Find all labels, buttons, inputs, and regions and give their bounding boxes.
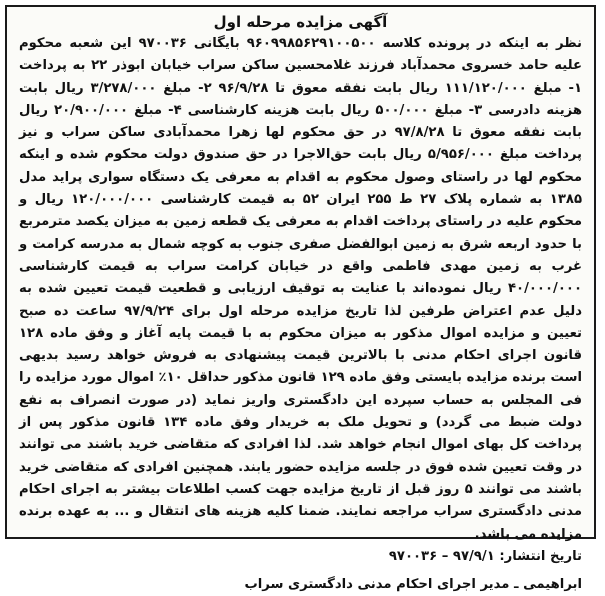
notice-body: نظر به اینکه در پرونده کلاسه ۹۶۰۹۹۸۵۶۲۹۱۰۰۵۰۰ بایگانی ۹۷۰۰۳۶ این شعبه محکوم علیه حامد خسروی محمدآباد فرزند غلامحسین ساکن سراب خیابان ابوذر ۲۲ به پرداخت ۱- مبلغ ۱۱۱/۱۲۰/۰۰۰ ریال بابت نفقه معوق تا ۹۶/۹/۲۸ ۲- مبلغ ۳/۲۷۸/۰۰۰ ریال بابت هزینه دادرسی ۳- مبلغ ۵۰۰/۰۰۰ ریال بابت هزینه کارشناسی ۴- مبلغ ۲۰/۹۰۰/۰۰۰ ریال بابت نفقه معوق تا ۹۷/۸/۲۸ در حق محکوم لها زهرا محمدآبادی ساکن سراب و نیز پرداخت مبلغ ۵/۹۵۶/۰۰۰ ریال بابت حق‌الاجرا در حق صندوق دولت محکوم شده و اینکه محکوم لها در راستای وصول محکوم به اقدام به معرفی یک دستگاه سواری پراید مدل ۱۳۸۵ به شماره پلاک ۲۷ ط ۲۵۵ ایران ۵۲ به قیمت کارشناسی ۱۲۰/۰۰۰/۰۰۰ ریال و محکوم علیه در راستای پرداخت اقدام به معرفی یک قطعه زمین به میزان یکصد مترمربع با حدود اربعه شرق به زمین ابوالفضل صفری جنوب به کوچه شمال به مدرسه کرامت و غرب به زمین مهدی فاطمی واقع در خیابان کرامت سراب به قیمت کارشناسی ۴۰/۰۰۰/۰۰۰ ریال نموده‌اند با عنایت به توقیف ارزیابی و قطعیت قیمت تعیین شده به دلیل عدم اعتراض طرفین لذا تاریخ مزایده مرحله اول برای ۹۷/۹/۲۴ ساعت ده صبح تعیین و مزایده اموال مذکور به میزان محکوم به با قیمت پایه آغاز و وفق ماده ۱۲۸ قانون اجرای احکام مدنی با بالاترین قیمت پیشنهادی به فروش خواهد رسید بدیهی است برنده مزایده بایستی وفق ماده ۱۲۹ قانون مذکور حداقل ۱۰٪ اموال مورد مزایده را فی المجلس به حساب سپرده این دادگستری واریز نماید (در صورت انصراف به نفع دولت ضبط می گردد) و تحویل ملک به خریدار وفق ماده ۱۳۴ قانون مذکور پس از پرداخت کل بهای اموال انجام خواهد شد. لذا افرادی که متقاضی خرید باشند می توانند در وقت تعیین شده فوق در جلسه مزایده حضور یابند. همچنین افرادی که متقاضی خرید باشند می توانند ۵ روز قبل از تاریخ مزایده جهت کسب اطلاعات بیشتر به اجرای احکام مدنی دادگستری سراب مراجعه نمایند. ضمنا کلیه هزینه های انتقال و ... به عهده برنده مزایده می باشد.: [19, 36, 583, 542]
publish-date: تاریخ انتشار: ۹۷/۹/۱ – ۹۷۰۰۳۶: [388, 548, 582, 564]
notice-signature: ابراهیمی ـ مدیر اجرای احکام مدنی دادگستری سراب: [244, 576, 582, 592]
auction-notice: [5, 5, 596, 592]
notice-title: آگهی مزایده مرحله اول: [213, 13, 388, 31]
